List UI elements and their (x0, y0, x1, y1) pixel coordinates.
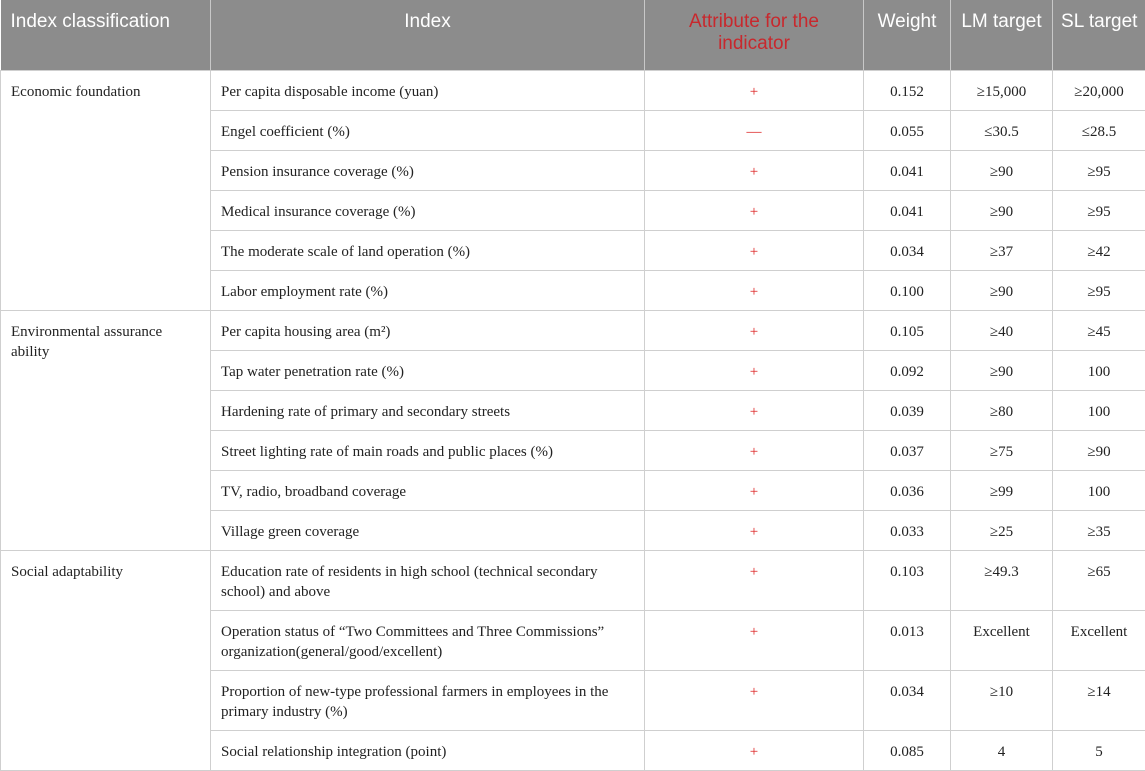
weight-cell: 0.055 (864, 110, 951, 150)
weight-cell: 0.039 (864, 390, 951, 430)
lm-target-cell: ≥90 (951, 270, 1053, 310)
index-name-cell: Per capita housing area (m²) (211, 310, 645, 350)
header-sl-target: SL target (1053, 0, 1145, 70)
lm-target-cell: ≥75 (951, 430, 1053, 470)
weight-cell: 0.036 (864, 470, 951, 510)
lm-target-cell: ≥37 (951, 230, 1053, 270)
sl-target-cell: 100 (1053, 470, 1145, 510)
attribute-cell: + (645, 470, 864, 510)
weight-cell: 0.100 (864, 270, 951, 310)
attribute-cell: + (645, 390, 864, 430)
weight-cell: 0.013 (864, 610, 951, 670)
sl-target-cell: ≥90 (1053, 430, 1145, 470)
header-weight: Weight (864, 0, 951, 70)
header-row (1, 0, 1145, 70)
sl-target-cell: ≥45 (1053, 310, 1145, 350)
index-name-cell: Village green coverage (211, 510, 645, 550)
attribute-cell: + (645, 610, 864, 670)
lm-target-cell: ≥49.3 (951, 550, 1053, 610)
index-name-cell: Street lighting rate of main roads and public places (%) (211, 430, 645, 470)
sl-target-cell: ≥20,000 (1053, 70, 1145, 110)
weight-cell: 0.037 (864, 430, 951, 470)
sl-target-cell: 5 (1053, 730, 1145, 770)
attribute-cell: + (645, 430, 864, 470)
weight-cell: 0.152 (864, 70, 951, 110)
table-row (1, 310, 1145, 350)
sl-target-cell: ≥14 (1053, 670, 1145, 730)
attribute-cell: + (645, 730, 864, 770)
attribute-cell: + (645, 230, 864, 270)
header-lm-target: LM target (951, 0, 1053, 70)
lm-target-cell: ≥90 (951, 350, 1053, 390)
lm-target-cell: ≥90 (951, 190, 1053, 230)
header-classification: Index classification (1, 0, 211, 70)
lm-target-cell: ≥25 (951, 510, 1053, 550)
attribute-cell: + (645, 670, 864, 730)
index-name-cell: Education rate of residents in high school (technical secondary school) and above (211, 550, 645, 610)
weight-cell: 0.033 (864, 510, 951, 550)
index-name-cell: Social relationship integration (point) (211, 730, 645, 770)
attribute-cell: + (645, 510, 864, 550)
index-classification-cell: Economic foundation (1, 70, 211, 310)
weight-cell: 0.103 (864, 550, 951, 610)
attribute-cell: + (645, 310, 864, 350)
sl-target-cell: ≥95 (1053, 270, 1145, 310)
lm-target-cell: ≥10 (951, 670, 1053, 730)
sl-target-cell: Excellent (1053, 610, 1145, 670)
weight-cell: 0.034 (864, 230, 951, 270)
weight-cell: 0.034 (864, 670, 951, 730)
sl-target-cell: ≥42 (1053, 230, 1145, 270)
index-name-cell: Engel coefficient (%) (211, 110, 645, 150)
attribute-cell: — (645, 110, 864, 150)
attribute-cell: + (645, 350, 864, 390)
index-name-cell: Operation status of “Two Committees and Three Commissions” organization(general/good/excellent) (211, 610, 645, 670)
lm-target-cell: ≥80 (951, 390, 1053, 430)
index-classification-cell: Social adaptability (1, 550, 211, 770)
index-name-cell: TV, radio, broadband coverage (211, 470, 645, 510)
attribute-cell: + (645, 270, 864, 310)
index-name-cell: Medical insurance coverage (%) (211, 190, 645, 230)
lm-target-cell: Excellent (951, 610, 1053, 670)
weight-cell: 0.085 (864, 730, 951, 770)
lm-target-cell: 4 (951, 730, 1053, 770)
header-attribute: Attribute for the indicator (645, 0, 864, 70)
weight-cell: 0.041 (864, 190, 951, 230)
index-classification-cell: Environmental assurance ability (1, 310, 211, 550)
lm-target-cell: ≤30.5 (951, 110, 1053, 150)
attribute-cell: + (645, 190, 864, 230)
attribute-cell: + (645, 550, 864, 610)
index-name-cell: Per capita disposable income (yuan) (211, 70, 645, 110)
attribute-cell: + (645, 150, 864, 190)
index-name-cell: Proportion of new-type professional farmers in employees in the primary industry (%) (211, 670, 645, 730)
lm-target-cell: ≥90 (951, 150, 1053, 190)
index-name-cell: The moderate scale of land operation (%) (211, 230, 645, 270)
table-row (1, 550, 1145, 610)
index-name-cell: Labor employment rate (%) (211, 270, 645, 310)
weight-cell: 0.041 (864, 150, 951, 190)
sl-target-cell: ≥65 (1053, 550, 1145, 610)
lm-target-cell: ≥15,000 (951, 70, 1053, 110)
table-body (1, 70, 1145, 770)
weight-cell: 0.105 (864, 310, 951, 350)
sl-target-cell: ≥35 (1053, 510, 1145, 550)
weight-cell: 0.092 (864, 350, 951, 390)
attribute-cell: + (645, 70, 864, 110)
sl-target-cell: 100 (1053, 390, 1145, 430)
sl-target-cell: 100 (1053, 350, 1145, 390)
header-index: Index (211, 0, 645, 70)
index-name-cell: Pension insurance coverage (%) (211, 150, 645, 190)
sl-target-cell: ≤28.5 (1053, 110, 1145, 150)
index-name-cell: Hardening rate of primary and secondary streets (211, 390, 645, 430)
index-name-cell: Tap water penetration rate (%) (211, 350, 645, 390)
sl-target-cell: ≥95 (1053, 150, 1145, 190)
lm-target-cell: ≥99 (951, 470, 1053, 510)
sl-target-cell: ≥95 (1053, 190, 1145, 230)
table-row (1, 70, 1145, 110)
lm-target-cell: ≥40 (951, 310, 1053, 350)
